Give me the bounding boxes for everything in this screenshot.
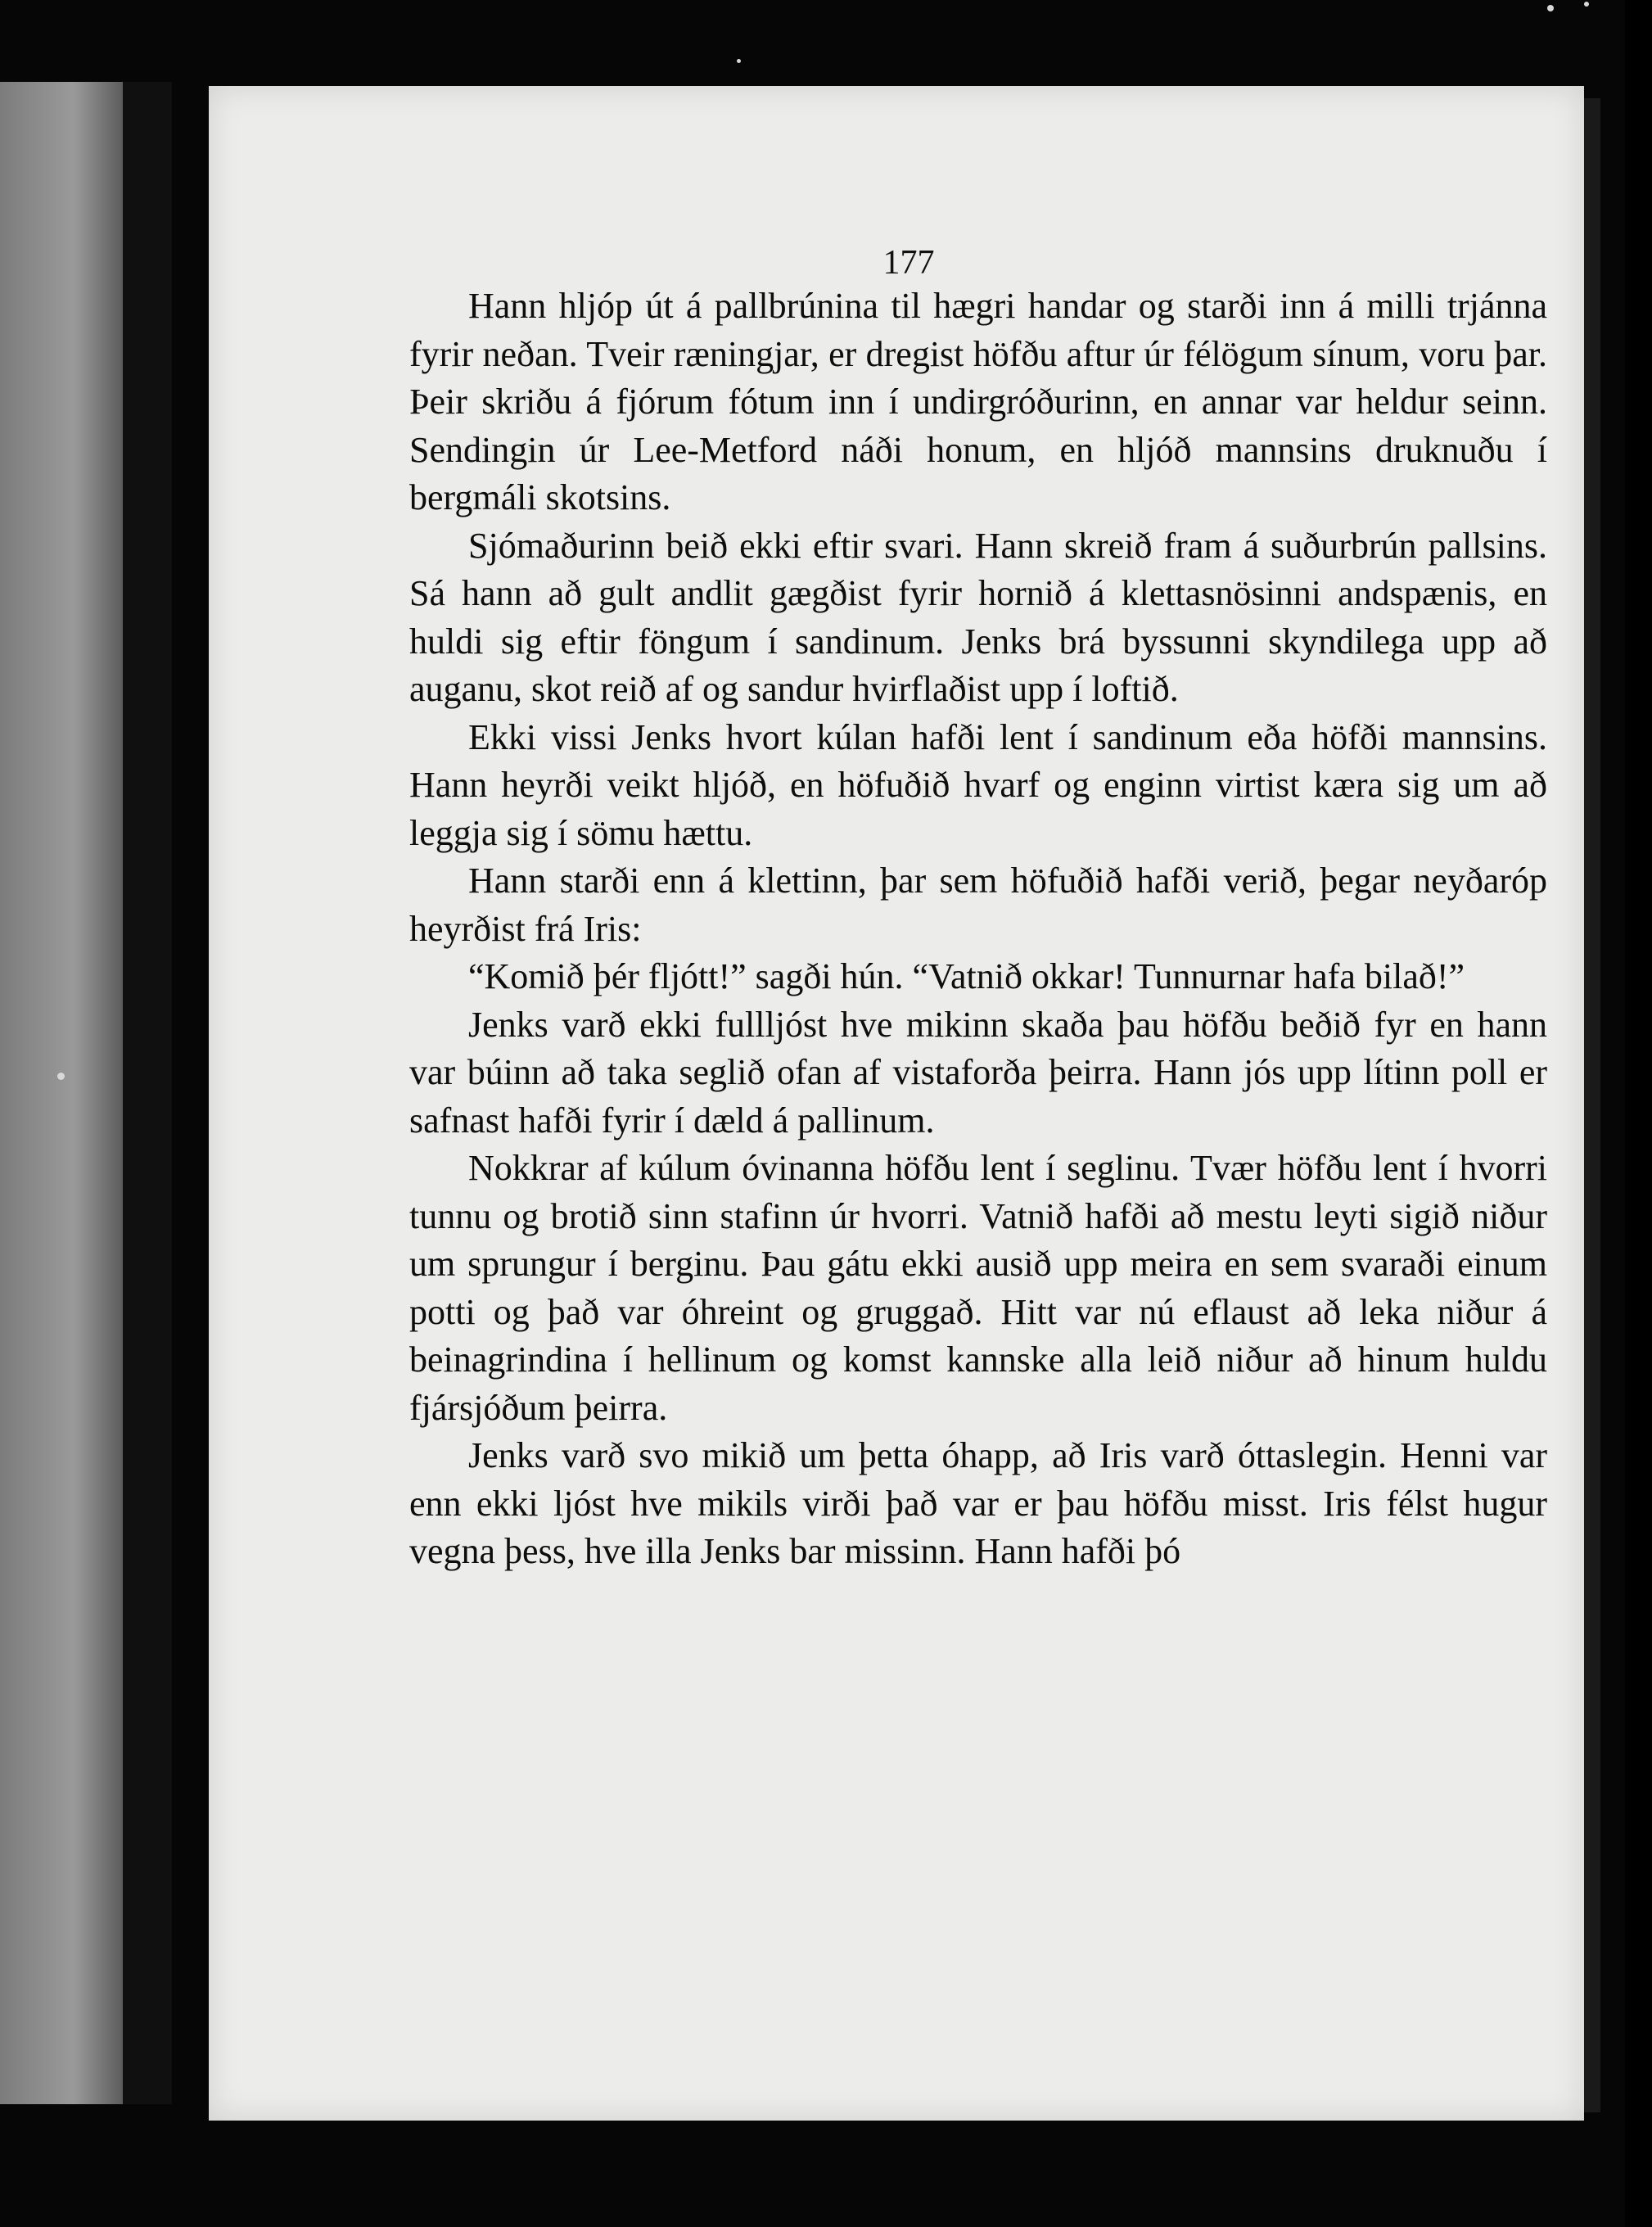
scan-speck (737, 59, 741, 63)
page-right-edge (1584, 98, 1600, 2112)
paragraph: “Komið þér fljótt!” sagði hún. “Vatnið okkar! Tunnurnar hafa bilað!” (468, 956, 1465, 996)
right-border-shadow (1625, 0, 1652, 2227)
scan-speck (1547, 5, 1554, 11)
paragraph: Ekki vissi Jenks hvort kúlan hafði lent í sandinum eða höfði mannsins. Hann heyrði veikt hljóð, en höfuðið hvarf og enginn virtist kæra sig um að leggja sig í sömu hættu. (409, 716, 1547, 853)
scan-speck (57, 1073, 65, 1080)
paragraph: Jenks varð ekki fullljóst hve mikinn skaða þau höfðu beðið fyr en hann var búinn að taka seglið ofan af vistaforða þeirra. Hann jós upp lítinn poll er safnast hafði fyrir í dæld á pallinum. (409, 1004, 1547, 1141)
book-page (209, 86, 1584, 2121)
paragraph: Sjómaðurinn beið ekki eftir svari. Hann skreið fram á suðurbrún pallsins. Sá hann að gult andlit gægðist fyrir hornið á klettasnösinni andspænis, en huldi sig eftir föngum í sandinum. Jenks brá byssunni skyndilega upp að auganu, skot reið af og sandur hvirflaðist upp í loftið. (409, 525, 1547, 709)
paragraph: Hann hljóp út á pallbrúnina til hægri handar og starði inn á milli trjánna fyrir neðan. Tveir ræningjar, er dregist höfðu aftur úr félögum sínum, voru þar. Þeir skriðu á fjórum fótum inn í undirgróðurinn, en annar var heldur seinn. Sendingin úr Lee-Metford náði honum, en hljóð mannsins druknuðu í bergmáli skotsins. (409, 286, 1547, 517)
paragraph: Nokkrar af kúlum óvinanna höfðu lent í seglinu. Tvær höfðu lent í hvorri tunnu og brotið sinn stafinn úr hvorri. Vatnið hafði að mestu leyti sigið niður um sprungur í berginu. Þau gátu ekki ausið upp meira en sem svaraði einum potti og það var óhreint og gruggað. Hitt var nú eflaust að leka niður á beinagrindina í hellinum og komst kannske alla leið niður að hinum huldu fjársjóðum þeirra. (409, 1148, 1547, 1428)
paragraph: Jenks varð svo mikið um þetta óhapp, að Iris varð óttaslegin. Henni var enn ekki ljóst hve mikils virði það var er þau höfðu misst. Iris félst hugur vegna þess, hve illa Jenks bar missinn. Hann hafði þó (409, 1435, 1547, 1571)
adjacent-page-edge (0, 82, 123, 2104)
paragraph: Hann starði enn á klettinn, þar sem höfuðið hafði verið, þegar neyðaróp heyrðist frá Iris: (409, 861, 1547, 949)
book-gutter-shadow (123, 82, 172, 2104)
body-text (409, 282, 1547, 1576)
page-number: 177 (882, 244, 935, 282)
scan-speck (1584, 2, 1589, 7)
